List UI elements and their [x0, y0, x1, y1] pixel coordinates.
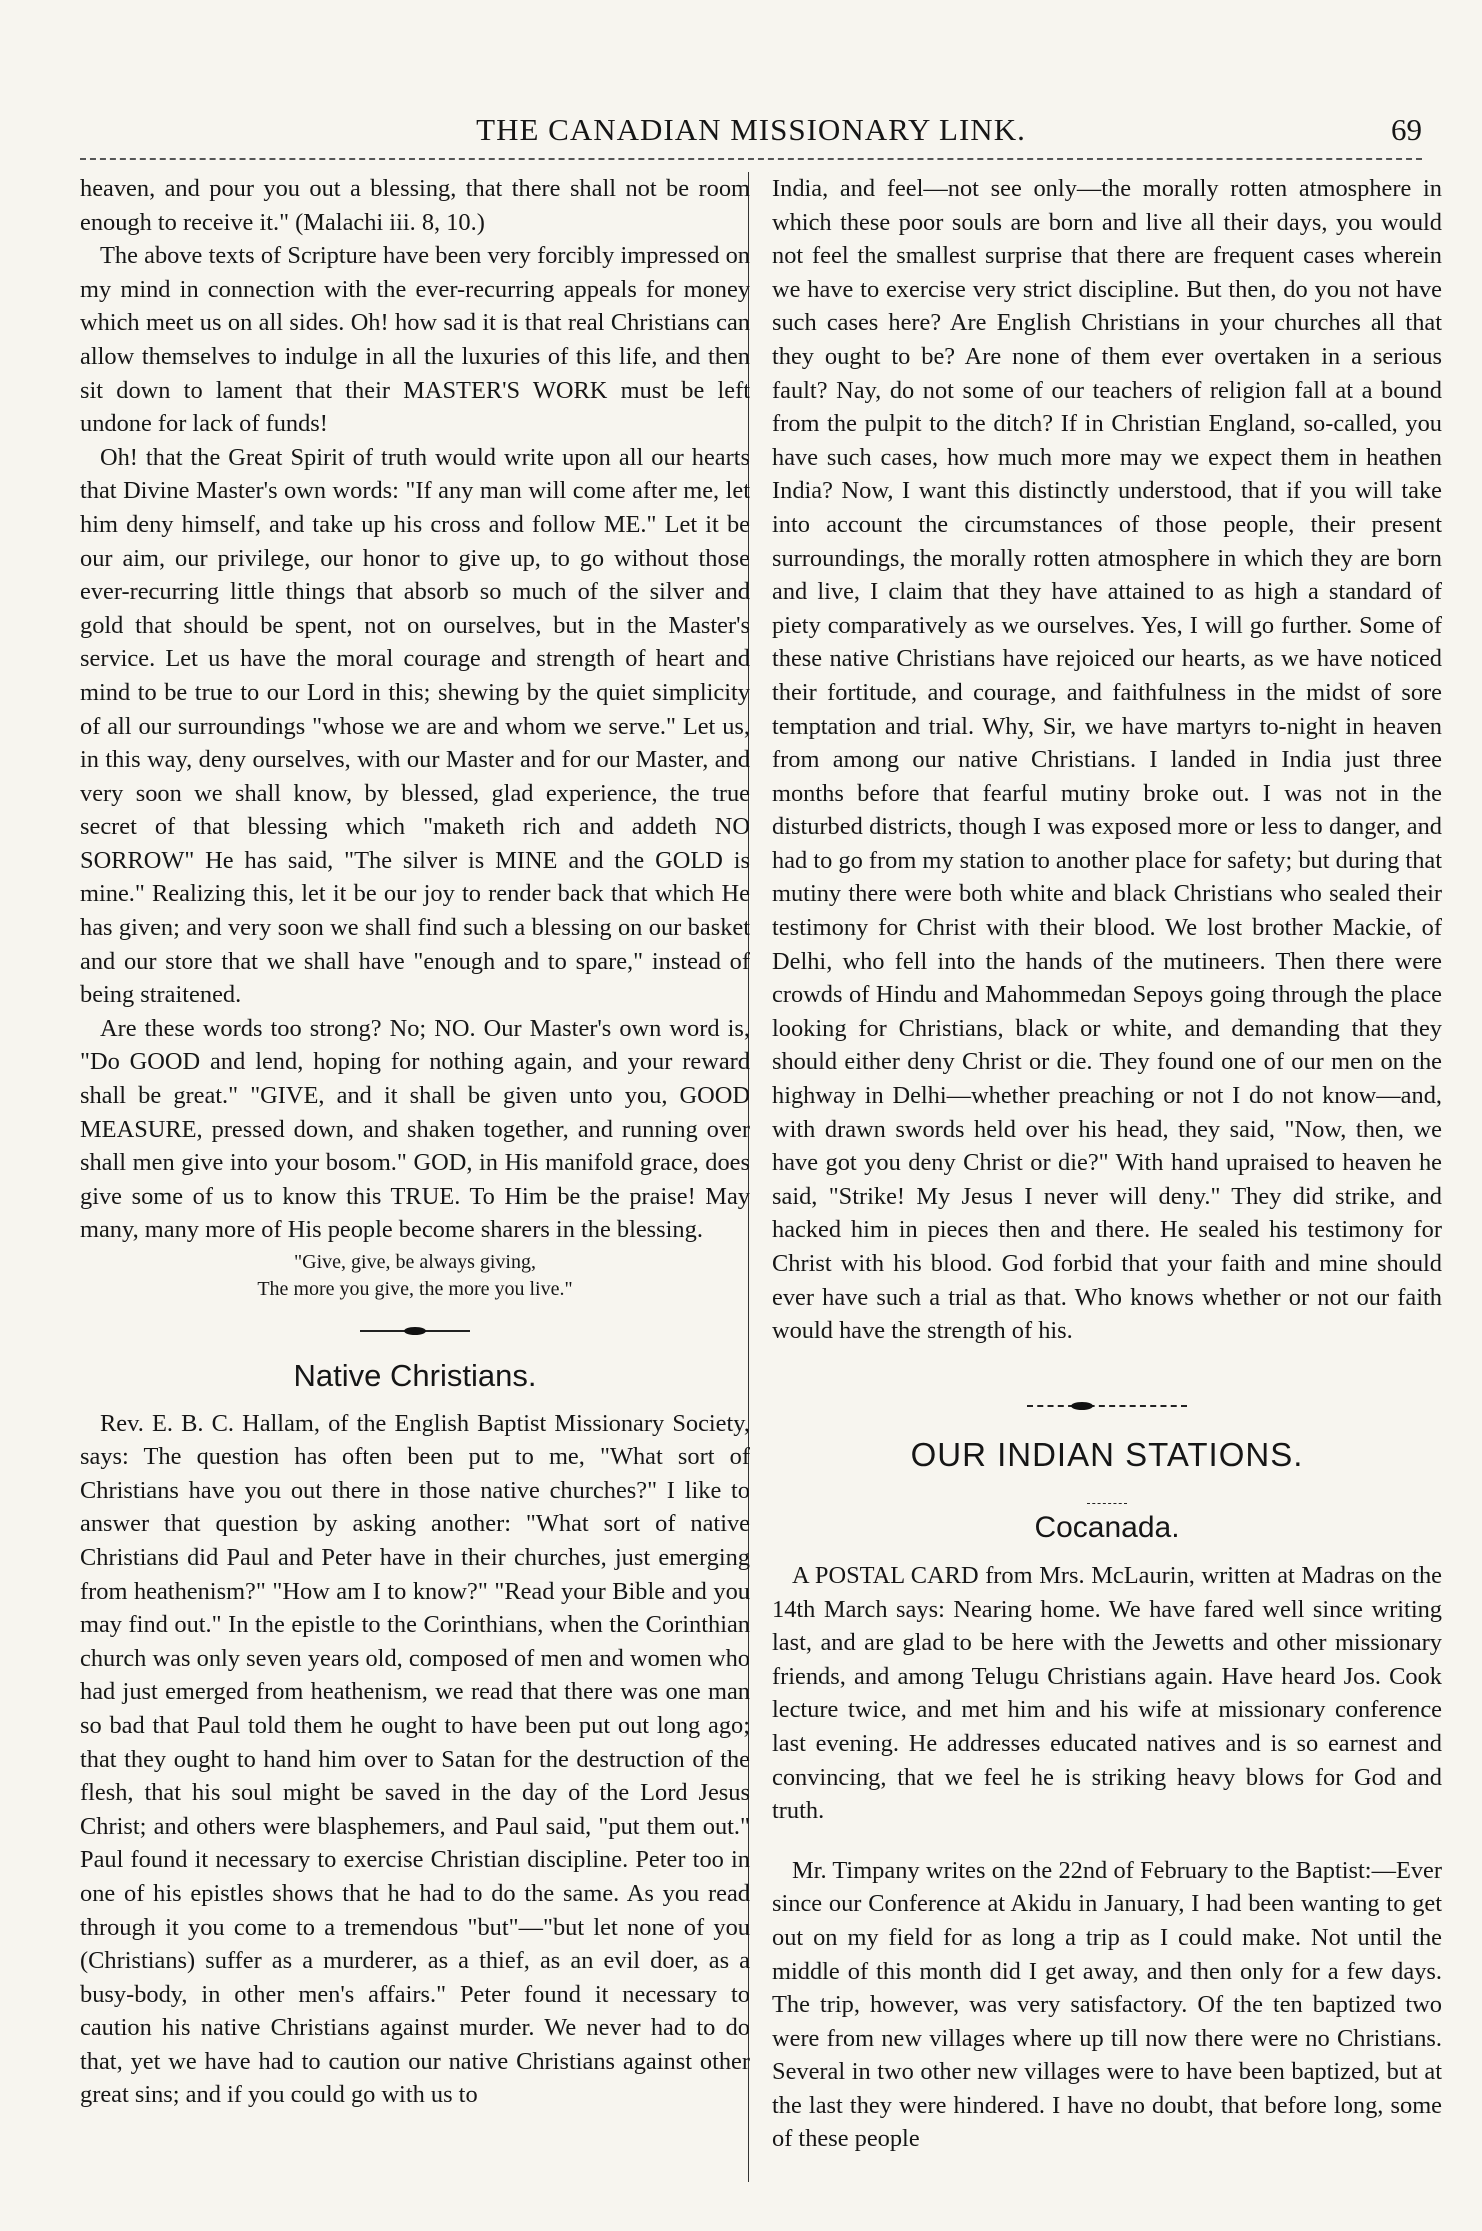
left-column — [80, 172, 750, 2112]
section-ornament — [772, 1388, 1442, 1428]
verse — [80, 1249, 750, 1303]
paragraph: Mr. Timpany writes on the 22nd of February to the Baptist:—Ever since our Conference at Akidu in January, I had been wanting to get out on my field for as long a trip as I could make. Not until the middle of this month did I get away, and then only for a few days. The trip, however, was very satisfactory. Of the ten baptized two were from new villages where up till now there were no Christians. Several in two other new villages were to have been baptized, but at the last they were hindered. I have no doubt, that before long, some of these people — [772, 1856, 1442, 2153]
page-header — [80, 108, 1422, 160]
subsection-ornament — [772, 1485, 1442, 1499]
subsection-title-cocanada: Cocanada. — [1034, 1511, 1180, 1545]
section-title-native-christians: Native Christians. — [293, 1358, 537, 1393]
page-number: 69 — [1391, 112, 1422, 147]
paragraph: heaven, and pour you out a blessing, that there shall not be room enough to receive it." (Malachi iii. 8, 10.) — [80, 175, 750, 236]
section-ornament — [80, 1313, 750, 1353]
journal-title: THE CANADIAN MISSIONARY LINK. — [476, 112, 1026, 147]
section-title-indian-stations: OUR INDIAN STATIONS. — [910, 1435, 1304, 1473]
verse-line: The more you give, the more you live." — [257, 1278, 573, 1300]
right-column — [772, 172, 1442, 2156]
verse-line: "Give, give, be always giving, — [293, 1251, 536, 1273]
paragraph: Oh! that the Great Spirit of truth would write upon all our hearts that Divine Master's own words: "If any man will come after me, let him deny himself, and take up his cross and follow ME." Let it be our aim, our privilege, our honor to give up, to go without those ever-recurring little things that absorb so much of the silver and gold that should be spent, not on ourselves, but in the Master's service. Let us have the moral courage and strength of heart and mind to be true to our Lord in this; shewing by the quiet simplicity of all our surroundings "whose we are and whom we serve." Let us, in this way, deny ourselves, with our Master and for our Master, and very soon we shall know, by blessed, glad experience, the true secret of that blessing which "maketh rich and addeth NO SORROW" He has said, "The silver is MINE and the GOLD is mine." Realizing this, let it be our joy to render back that which He has given; and very soon we shall find such a blessing on our basket and our store that we shall have "enough and to spare," instead of being straitened. — [80, 443, 750, 1009]
paragraph: India, and feel—not see only—the morally rotten atmosphere in which these poor souls are born and live all their days, you would not feel the smallest surprise that there are frequent cases wherein we have to exercise very strict discipline. But then, do you not have such cases here? Are English Christians in your churches all that they ought to be? Are none of them ever overtaken in a serious fault? Nay, do not some of our teachers of religion fall at a bound from the pulpit to the ditch? If in Christian England, so-called, you have such cases, how much more may we expect them in heathen India? Now, I want this distinctly understood, that if you will take into account the circumstances of those people, their present surroundings, the morally rotten atmosphere in which they are born and live, I claim that they have attained to as high a standard of piety comparatively as we ourselves. Yes, I will go further. Some of these native Christians have rejoiced our hearts, as we have noticed their fortitude, and courage, and faithfulness in the midst of sore temptation and trial. Why, Sir, we have martyrs to-night in heaven from among our native Christians. I landed in India just three months before that fearful mutiny broke out. I was not in the disturbed districts, though I was exposed more or less to danger, and had to go from my station to another place for safety; but during that mutiny there were both white and black Christians who sealed their testimony for Christ with their blood. We lost brother Mackie, of Delhi, who fell into the hands of the mutineers. Then there were crowds of Hindu and Mahommedan Sepoys going through the place looking for Christians, black or white, and demanding that they should either deny Christ or die. They found one of our men on the highway in Delhi—whether preaching or not I do not know—and, with drawn swords held over his head, they said, "Now, then, we have got you deny Christ or die?" With hand upraised to heaven he said, "Strike! My Jesus I never will deny." They did strike, and hacked him in pieces then and there. He sealed his testimony for Christ with his blood. God forbid that your faith and mine should ever have such a trial as that. Who knows whether or not our faith would have the strength of his. — [772, 175, 1442, 1345]
paragraph: The above texts of Scripture have been very forcibly impressed on my mind in connection with the ever-recurring appeals for money which meet us on all sides. Oh! how sad it is that real Christians can allow themselves to indulge in all the luxuries of this life, and then sit down to lament that their MASTER'S WORK must be left undone for lack of funds! — [80, 242, 750, 438]
paragraph: Rev. E. B. C. Hallam, of the English Baptist Missionary Society, says: The question has often been put to me, "What sort of Christians have you out there in those native churches?" I like to answer that question by asking another: "What sort of native Christians did Paul and Peter have in their churches, just emerging from heathenism?" "How am I to know?" "Read your Bible and you may find out." In the epistle to the Corinthians, when the Corinthian church was only seven years old, composed of men and women who had just emerged from heathenism, we read that there was one man so bad that Paul told them he ought to have been put out long ago; that they ought to hand him over to Satan for the destruction of the flesh, that his soul might be saved in the day of the Lord Jesus Christ; and others were blasphemers, and Paul said, "put them out." Paul found it necessary to exercise Christian discipline. Peter too in one of his epistles shows that he had to do the same. As you read through it you come to a tremendous "but"—"but let none of you (Christians) suffer as a murderer, as a thief, as an evil doer, as a busy-body, in other men's affairs." Peter found it necessary to caution his native Christians against murder. We never had to do that, yet we have had to caution our native Christians against other great sins; and if you could go with us to — [80, 1409, 750, 2109]
paragraph: Are these words too strong? No; NO. Our Master's own word is, "Do GOOD and lend, hoping for nothing again, and your reward shall be great." "GIVE, and it shall be given unto you, GOOD MEASURE, pressed down, and shaken together, and running over shall men give into your bosom." GOD, in His manifold grace, does give some of us to know this TRUE. To Him be the praise! May many, many more of His people become sharers in the blessing. — [80, 1014, 750, 1244]
paragraph: A POSTAL CARD from Mrs. McLaurin, written at Madras on the 14th March says: Nearing home. We have fared well since writing last, and are glad to be here with the Jewetts and other missionary friends, and among Telugu Christians again. Have heard Jos. Cook lecture twice, and met him and his wife at missionary conference last evening. He addresses educated natives and is so earnest and convincing, that we feel he is striking heavy blows for God and truth. — [772, 1561, 1442, 1825]
